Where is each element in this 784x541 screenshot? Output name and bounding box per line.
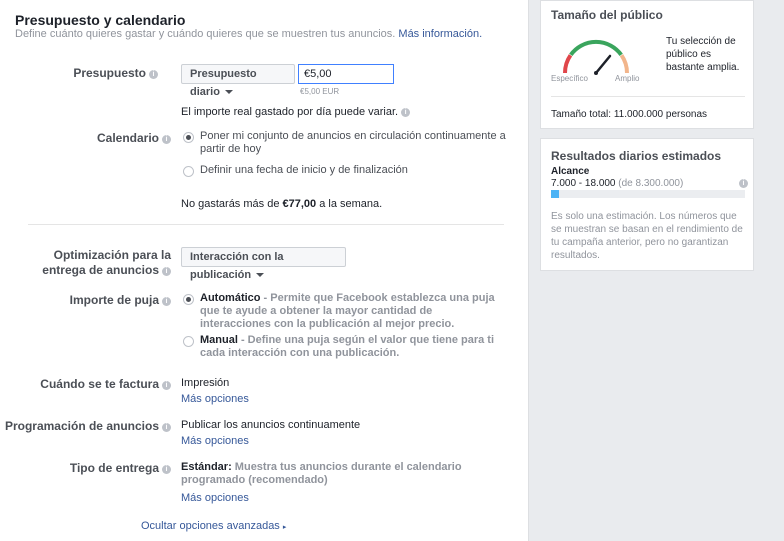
optimization-dropdown[interactable]: Interacción con la publicación: [181, 247, 346, 267]
gauge-segment-broad: [622, 55, 628, 73]
schedule-continuous-radio[interactable]: [183, 132, 194, 143]
bid-manual-label[interactable]: Manual - Define una puja según el valor que tiene para ti cada interacción con una publicación.: [200, 334, 495, 359]
info-icon[interactable]: i: [162, 135, 171, 144]
ad-scheduling-more-options-link[interactable]: Más opciones: [181, 435, 249, 447]
gauge-segment-defined: [571, 42, 621, 55]
info-icon[interactable]: i: [149, 70, 158, 79]
gauge-segment-specific: [565, 55, 571, 73]
schedule-label: Calendario i: [97, 131, 171, 145]
audience-description: Tu selección de público es bastante amplia.: [666, 36, 740, 73]
budget-amount-input[interactable]: €5,00: [298, 64, 394, 84]
more-info-link[interactable]: Más información.: [398, 28, 483, 40]
audience-size-title: Tamaño del público: [551, 8, 663, 22]
ad-scheduling-label: Programación de anuncios i: [5, 419, 171, 433]
section-title: Presupuesto y calendario: [15, 12, 186, 28]
info-icon[interactable]: i: [162, 297, 171, 306]
chevron-down-icon: [256, 273, 264, 277]
reach-range: 7.000 - 18.000 (de 8.300.000): [551, 178, 684, 189]
audience-size-card: [540, 0, 754, 129]
billing-value: Impresión: [181, 377, 230, 389]
chevron-down-icon: [225, 90, 233, 94]
gauge-right-label: Amplio: [615, 74, 640, 83]
bid-label: Importe de puja i: [70, 293, 171, 307]
schedule-dates-radio[interactable]: [183, 166, 194, 177]
daily-results-title: Resultados diarios estimados: [551, 149, 722, 163]
info-icon[interactable]: i: [162, 267, 171, 276]
budget-currency-note: €5,00 EUR: [300, 87, 340, 96]
gauge-needle: [596, 56, 610, 73]
info-icon[interactable]: i: [162, 465, 171, 474]
schedule-dates-label[interactable]: Definir una fecha de inicio y de finalización: [200, 164, 408, 176]
daily-results-card: [540, 138, 754, 271]
section-subtitle: Define cuánto quieres gastar y cuándo quieres que se muestren tus anuncios. Más información.: [15, 28, 483, 40]
reach-label: Alcance: [551, 166, 590, 177]
billing-more-options-link[interactable]: Más opciones: [181, 393, 249, 405]
reach-bar-fill: [551, 190, 559, 198]
schedule-continuous-label[interactable]: Poner mi conjunto de anuncios en circulación continuamente a partir de hoy: [200, 130, 506, 155]
delivery-type-label: Tipo de entrega i: [70, 461, 171, 475]
arrow-icon: ▸: [282, 524, 287, 531]
ad-scheduling-value: Publicar los anuncios continuamente: [181, 419, 361, 431]
billing-label: Cuándo se te factura i: [40, 377, 171, 391]
section-divider: [28, 224, 504, 225]
weekly-spend-note: No gastarás más de €77,00 a la semana.: [181, 198, 383, 210]
info-icon[interactable]: i: [401, 108, 410, 117]
delivery-type-value: Estándar: Muestra tus anuncios durante el calendario programado (recomendado): [181, 461, 462, 486]
bid-auto-label[interactable]: Automático - Permite que Facebook establezca una puja que te ayude a obtener la mayor cantidad de interacciones con la publicación al mejor precio.: [200, 292, 495, 330]
gauge-pivot: [594, 71, 598, 75]
reach-bar: [551, 190, 745, 198]
bid-auto-radio[interactable]: [183, 294, 194, 305]
hide-advanced-options-link[interactable]: Ocultar opciones avanzadas ▸: [141, 520, 287, 532]
bid-manual-radio[interactable]: [183, 336, 194, 347]
delivery-type-more-options-link[interactable]: Más opciones: [181, 492, 249, 504]
audience-total: Tamaño total: 11.000.000 personas: [551, 109, 708, 120]
info-icon[interactable]: i: [739, 179, 748, 188]
budget-type-dropdown[interactable]: Presupuesto diario: [181, 64, 295, 84]
card-separator: [551, 96, 745, 97]
budget-note: El importe real gastado por día puede variar. i: [181, 106, 410, 118]
optimization-label: Optimización para la entrega de anuncios i: [42, 248, 171, 277]
info-icon[interactable]: i: [162, 381, 171, 390]
gauge-left-label: Específico: [551, 74, 588, 83]
budget-label: Presupuesto i: [73, 66, 158, 80]
estimate-disclaimer: Es solo una estimación. Los números que se muestran se basan en el rendimiento de tu campaña anterior, pero no garantizan resultados.: [551, 211, 743, 261]
info-icon[interactable]: i: [162, 423, 171, 432]
